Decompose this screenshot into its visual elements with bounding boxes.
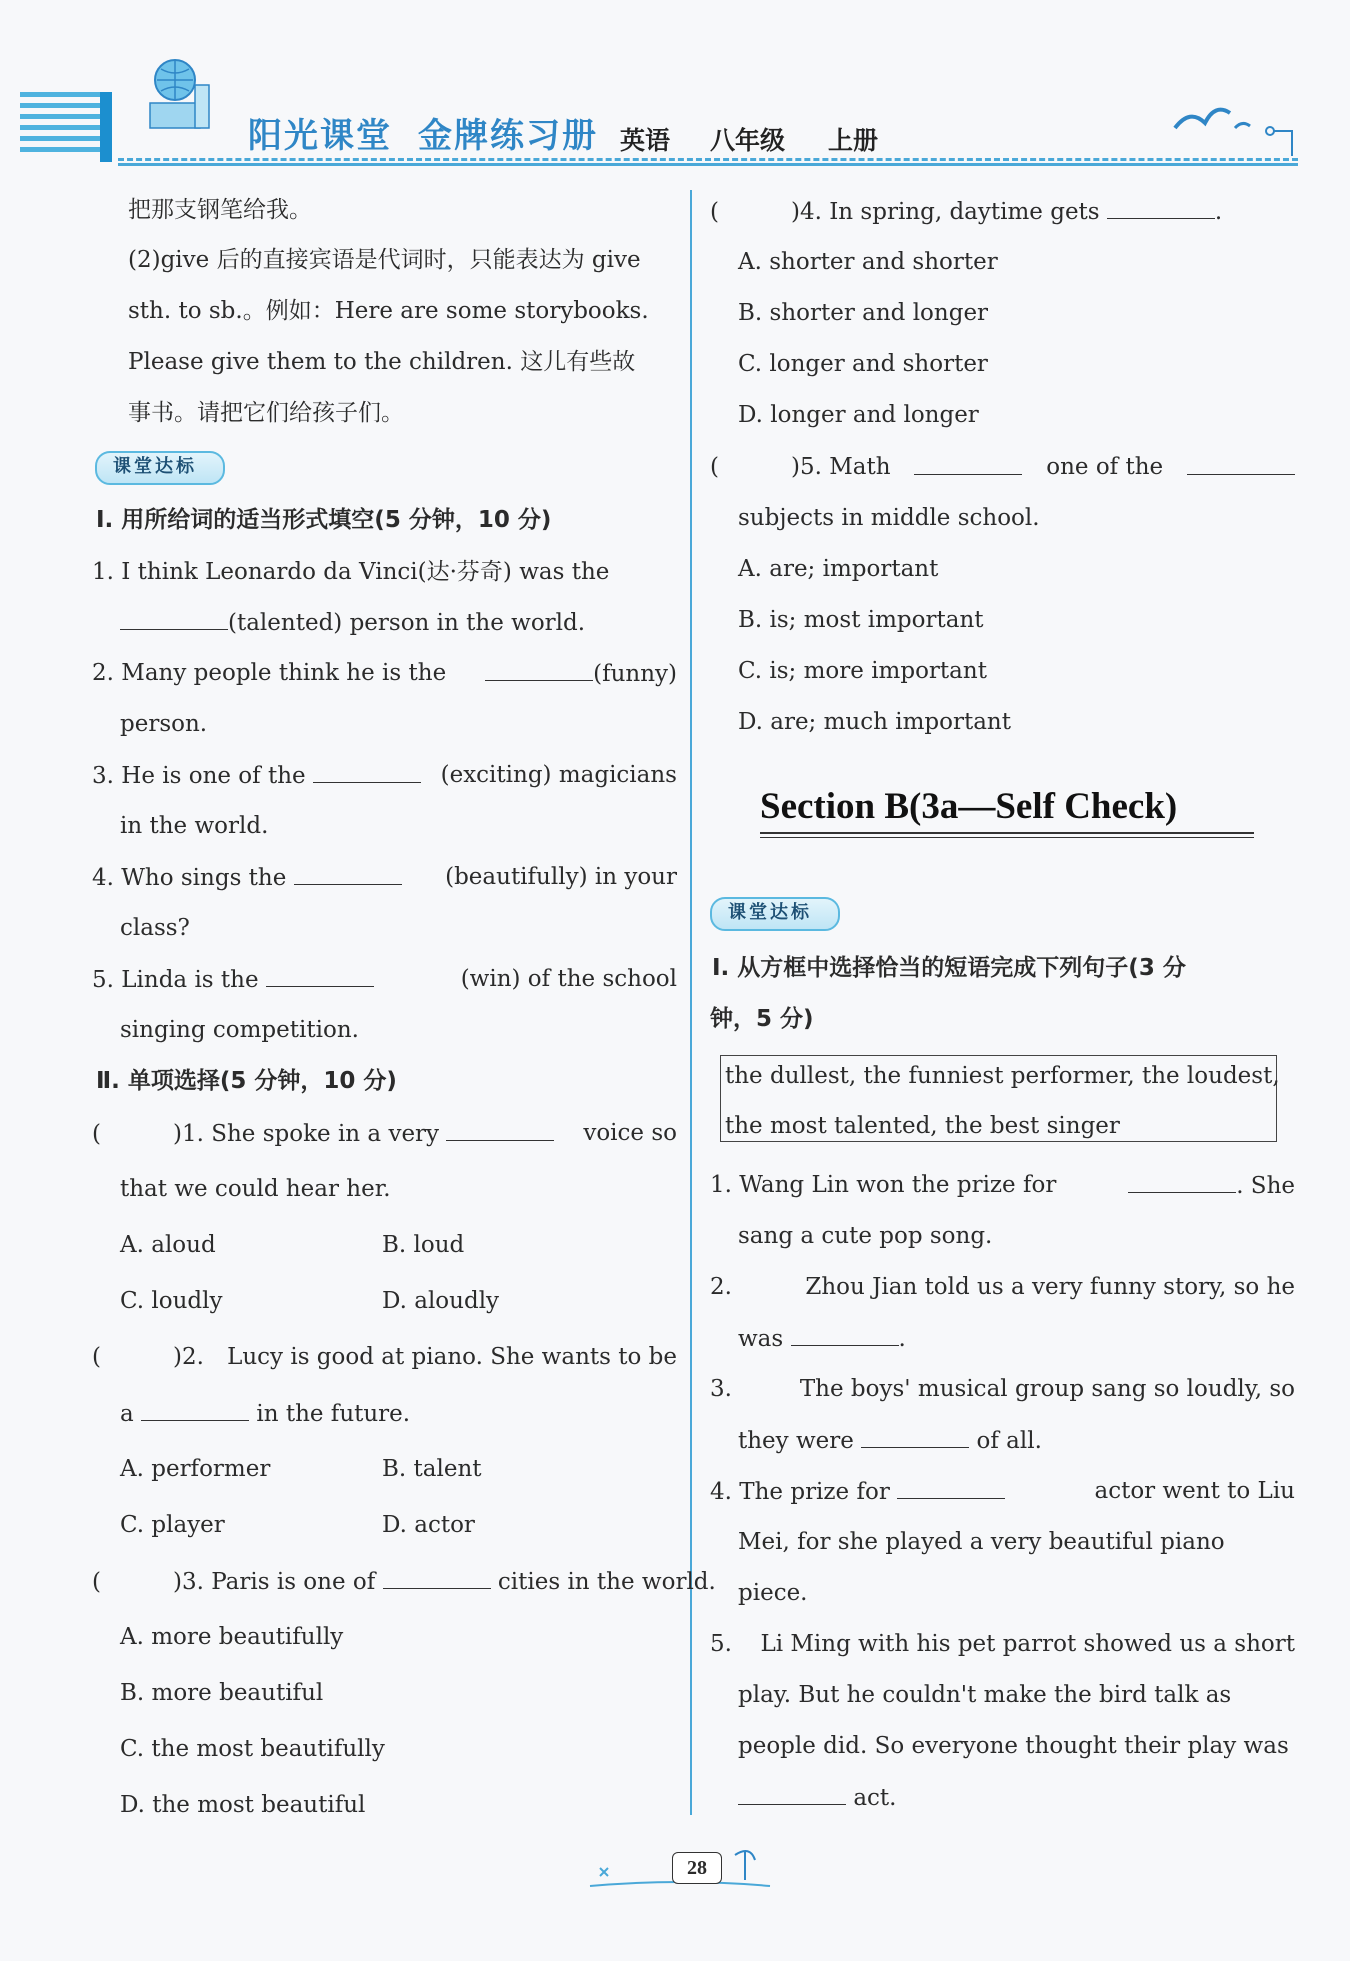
mc-question-2: ( )2. Lucy is good at piano. She wants to be [92,1344,677,1370]
mc1-option-d: D. aloudly [382,1288,500,1314]
fill-item-4-cont: class? [120,915,190,941]
phrase-box-line-2: the most talented, the best singer [725,1113,1120,1139]
mc4-option-d: D. longer and longer [738,402,979,428]
intro-line-1: 把那支钢笔给我。 [128,197,312,223]
fill-item-5-cont: singing competition. [120,1017,359,1043]
mc1-option-a: A. aloud [120,1232,216,1258]
mc5-option-d: D. are; much important [738,709,1011,735]
header-subject: 英语 [620,126,671,155]
answer-blank[interactable] [914,452,1022,475]
brand-name: 阳光课堂 [248,116,392,156]
section-title-rule [760,832,1254,834]
answer-blank[interactable] [791,1323,899,1346]
intro-line-4: Please give them to the children. 这儿有些故 [128,349,636,375]
answer-blank[interactable] [738,1782,846,1805]
intro-line-5: 事书。请把它们给孩子们。 [128,400,404,426]
mc2-option-b: B. talent [382,1456,482,1482]
phrase-item-4: 4. The prize for actor went to Liu [710,1478,1295,1505]
answer-blank[interactable] [313,760,421,783]
fill-item-2-cont: person. [120,711,208,737]
answer-blank[interactable] [266,964,374,987]
mc4-option-c: C. longer and shorter [738,351,988,377]
mc2-option-c: C. player [120,1512,225,1538]
phrase-box-line-1: the dullest, the funniest performer, the loudest, [725,1063,1280,1089]
header-stripes [20,92,110,162]
phrase-item-1: 1. Wang Lin won the prize for . She [710,1172,1295,1199]
answer-blank[interactable] [1187,452,1295,475]
intro-line-3: sth. to sb.。例如：Here are some storybooks. [128,298,649,324]
section-badge: 课堂达标 [710,897,840,931]
section-badge: 课堂达标 [95,451,225,485]
mc2-option-d: D. actor [382,1512,475,1538]
phrase-item-2-cont: was . [738,1323,906,1354]
header-grade: 八年级 [710,126,786,155]
mc-question-2-cont: a in the future. [120,1398,410,1429]
phrase-item-3: 3. The boys' musical group sang so loudly, so [710,1376,1295,1402]
phrase-item-5-cont-2: people did. So everyone thought their play was [738,1733,1289,1759]
globe-icon [145,55,215,130]
fill-item-5: 5. Linda is the (win) of the school [92,966,677,993]
page-footer [560,1840,800,1900]
part1-title: Ⅰ. 用所给词的适当形式填空(5 分钟，10 分) [96,507,552,533]
fill-item-2: 2. Many people think he is the (funny) [92,660,677,687]
mc5-option-b: B. is; most important [738,607,984,633]
mc3-option-d: D. the most beautiful [120,1792,366,1818]
answer-blank[interactable] [383,1566,491,1589]
header-dashed-rule [118,158,1298,161]
phrase-item-5-cont: play. But he couldn't make the bird talk as [738,1682,1232,1708]
section-title: Section B(3a—Self Check) [760,786,1178,827]
answer-blank[interactable] [120,607,228,630]
mc-question-5: ( )5. Math one of the [710,452,1295,482]
phrase-item-2: 2. Zhou Jian told us a very funny story, so he [710,1274,1295,1300]
phrase-item-5-cont-3: act. [738,1782,896,1813]
page-number: 28 [672,1852,722,1884]
answer-blank[interactable] [141,1398,249,1421]
answer-blank[interactable] [294,862,402,885]
mc3-option-c: C. the most beautifully [120,1736,385,1762]
answer-blank[interactable] [1107,196,1215,219]
part2-title: Ⅱ. 单项选择(5 分钟，10 分) [96,1068,397,1094]
page-header [0,0,1350,175]
mc4-option-a: A. shorter and shorter [738,249,998,275]
intro-line-2: (2)give 后的直接宾语是代词时，只能表达为 give [128,247,641,273]
phrase-item-3-cont: they were of all. [738,1425,1042,1456]
part1-title-right-cont: 钟，5 分) [710,1006,814,1032]
mc1-option-b: B. loud [382,1232,465,1258]
fill-item-1-cont: (talented) person in the world. [120,607,585,638]
mc-question-5-cont: subjects in middle school. [738,505,1040,531]
fill-item-1: 1. I think Leonardo da Vinci(达·芬奇) was the [92,559,610,585]
answer-blank[interactable] [861,1425,969,1448]
birds-icon [1170,98,1295,158]
mc-question-3: ( )3. Paris is one of cities in the world. [92,1566,716,1597]
header-volume: 上册 [828,126,879,155]
fill-item-4: 4. Who sings the (beautifully) in your [92,864,677,891]
fill-item-3: 3. He is one of the (exciting) magicians [92,762,677,789]
phrase-item-1-cont: sang a cute pop song. [738,1223,993,1249]
answer-blank[interactable] [1128,1170,1236,1193]
brand-subtitle: 金牌练习册 [418,116,598,156]
mc3-option-a: A. more beautifully [120,1624,344,1650]
mc1-option-c: C. loudly [120,1288,223,1314]
fill-item-3-cont: in the world. [120,813,269,839]
header-bar [100,92,112,162]
answer-blank[interactable] [485,658,593,681]
mc-question-1: ( )1. She spoke in a very voice so [92,1120,677,1147]
phrase-item-5: 5. Li Ming with his pet parrot showed us a short [710,1631,1295,1657]
phrase-item-4-cont-2: piece. [738,1580,808,1606]
answer-blank[interactable] [446,1118,554,1141]
phrase-item-4-cont: Mei, for she played a very beautiful piano [738,1529,1225,1555]
mc-question-4: ( )4. In spring, daytime gets . [710,196,1222,227]
mc2-option-a: A. performer [120,1456,271,1482]
mc5-option-a: A. are; important [738,556,939,582]
part1-title-right: Ⅰ. 从方框中选择恰当的短语完成下列句子(3 分 [712,955,1186,981]
mc3-option-b: B. more beautiful [120,1680,324,1706]
mc-question-1-cont: that we could hear her. [120,1176,391,1202]
mc4-option-b: B. shorter and longer [738,300,989,326]
mc5-option-c: C. is; more important [738,658,987,684]
answer-blank[interactable] [897,1476,1005,1499]
header-rule [118,163,1298,166]
section-title-rule-2 [760,837,1254,838]
